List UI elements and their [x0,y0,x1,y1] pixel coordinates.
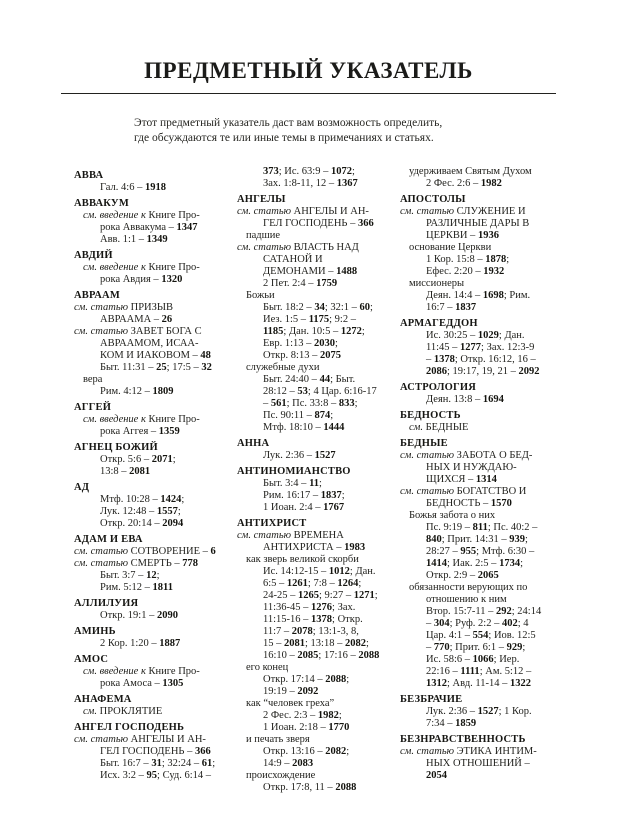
index-entry-line: см. введение к Книге Про- [83,414,200,425]
index-entry-line: см. введение к Книге Про- [83,210,200,221]
index-entry-line: НЫХ И НУЖДАЮ- [426,462,517,473]
index-headword: АНГЕЛ ГОСПОДЕНЬ [74,722,185,733]
index-entry-line: 840; Прит. 14:31 – 939; [426,534,528,545]
index-entry-line: 11:7 – 2078; 13:1-3, 8, [263,626,359,637]
index-entry-line: 28:27 – 955; Мтф. 6:30 – [426,546,535,557]
index-headword: БЕДНЫЕ [400,438,448,449]
index-entry-line: Пс. 90:11 – 874; [263,410,334,421]
index-entry-line: 2 Пет. 2:4 – 1759 [263,278,338,289]
index-entry-line: 1414; Иак. 2:5 – 1734; [426,558,523,569]
index-entry-line: 373; Ис. 63:9 – 1072; [263,166,355,177]
index-entry-line: рока Амоса – 1305 [100,678,184,689]
index-entry-line: 14:9 – 2083 [263,758,314,769]
index-entry-line: ДЕМОНАМИ – 1488 [263,266,358,277]
index-entry-line: Быт. 3:7 – 12; [100,570,160,581]
index-entry-line: 1185; Дан. 10:5 – 1272; [263,326,365,337]
index-entry-line: 13:8 – 2081 [100,466,151,477]
index-headword: АНТИХРИСТ [237,518,307,529]
index-headword: АВДИЙ [74,250,113,261]
index-entry-line: ГЕЛ ГОСПОДЕНЬ – 366 [100,746,211,757]
index-entry-line: Рим. 5:12 – 1811 [100,582,173,593]
index-entry-line: Откр. 17:14 – 2088; [263,674,350,685]
index-entry-line: Авв. 1:1 – 1349 [100,234,168,245]
index-entry-line: 1 Иоан. 2:4 – 1767 [263,502,345,513]
index-entry-line: см. статью ВРЕМЕНА [237,530,344,541]
index-entry-line: 1312; Авд. 11-14 – 1322 [426,678,532,689]
index-entry-line: 1 Иоан. 2:18 – 1770 [263,722,350,733]
index-entry-line: 11:45 – 1277; Зах. 12:3-9 [426,342,535,353]
intro-line-1: Этот предметный указатель даст вам возможность определить, [134,117,443,129]
index-entry-line: Гал. 4:6 – 1918 [100,182,166,193]
index-headword: БЕДНОСТЬ [400,410,461,421]
index-entry-line: Ефес. 2:20 – 1932 [426,266,505,277]
index-entry-line: Мтф. 18:10 – 1444 [263,422,345,433]
index-headword: АСТРОЛОГИЯ [400,382,477,393]
index-entry-line: Пс. 9:19 – 811; Пс. 40:2 – [426,522,538,533]
index-entry-line: Зах. 1:8-11, 12 – 1367 [263,178,358,189]
index-entry-line: Откр. 17:8, 11 – 2088 [263,782,357,793]
index-columns [74,166,607,794]
index-entry-line: 16:10 – 2085; 17:16 – 2088 [263,650,380,661]
index-entry-line: – 304; Руф. 2:2 – 402; 4 [426,618,529,629]
index-headword: АДАМ И ЕВА [74,534,143,545]
index-entry-line: Деян. 14:4 – 1698; Рим. [426,290,531,301]
page-title: ПРЕДМЕТНЫЙ УКАЗАТЕЛЬ [144,58,473,83]
index-headword: АД [74,482,90,493]
index-entry-line: ЦЕРКВИ – 1936 [426,230,499,241]
index-entry-line: Втор. 15:7-11 – 292; 24:14 [426,606,542,617]
index-entry-line: Ис. 30:25 – 1029; Дан. [426,330,525,341]
index-entry-line: 24-25 – 1265; 9:27 – 1271; [263,590,378,601]
index-entry-line: служебные духи [246,362,320,373]
index-headword: АГГЕЙ [74,402,112,413]
index-entry-line: Иез. 1:5 – 1175; 9:2 – [263,314,356,325]
index-headword: АВРААМ [74,290,120,301]
index-entry-line: Лук. 2:36 – 1527; 1 Кор. [426,706,532,717]
index-entry-line: Ис. 58:6 – 1066; Иер. [426,654,520,665]
index-headword: АЛЛИЛУИЯ [74,598,139,609]
index-headword: БЕЗНРАВСТВЕННОСТЬ [400,734,526,745]
index-entry-line: НЫХ ОТНОШЕНИЙ – [426,758,530,769]
index-headword: АМОС [74,654,109,665]
index-headword: АВВАКУМ [74,198,129,209]
index-entry-line: обязанности верующих по [409,582,528,593]
index-entry-line: 15 – 2081; 13:18 – 2082; [263,638,369,649]
index-entry-line: АВРААМОМ, ИСАА- [100,338,199,349]
index-entry-line: происхождение [246,770,316,781]
index-entry-line: Откр. 2:9 – 2065 [426,570,499,581]
index-entry-line: Откр. 8:13 – 2075 [263,350,341,361]
index-entry-line: и печать зверя [246,734,310,745]
index-entry-line: 16:7 – 1837 [426,302,477,313]
index-entry-line: см. введение к Книге Про- [83,262,200,273]
index-entry-line: см. статью СМЕРТЬ – 778 [74,558,199,569]
index-column-2 [237,166,390,794]
index-entry-line: Божья забота о них [409,510,496,521]
index-entry-line: Откр. 13:16 – 2082; [263,746,350,757]
index-entry-line: см. статью ЗАБОТА О БЕД- [400,450,533,461]
index-entry-line: 6:5 – 1261; 7:8 – 1264; [263,578,362,589]
index-entry-line: удерживаем Святым Духом [409,166,532,177]
index-entry-line: Деян. 13:8 – 1694 [426,394,504,405]
index-column-1 [74,166,227,794]
index-headword: АННА [237,438,270,449]
index-entry-line: см. статью БОГАТСТВО И [400,486,527,497]
index-entry-line: Евр. 1:13 – 2030; [263,338,338,349]
index-headword: АВВА [74,170,104,181]
index-entry-line: – 1378; Откр. 16:12, 16 – [426,354,536,365]
index-entry-line: как “человек греха” [246,698,335,709]
index-headword: АПОСТОЛЫ [400,194,466,205]
index-entry-line: Божьи [246,290,275,301]
index-entry-line: Ис. 14:12-15 – 1012; Дан. [263,566,376,577]
index-entry-line: миссионеры [409,278,465,289]
index-entry-line: 2054 [426,770,447,781]
index-entry-line: 19:19 – 2092 [263,686,319,697]
index-entry-line: РАЗЛИЧНЫЕ ДАРЫ В [426,218,530,229]
index-entry-line: см. введение к Книге Про- [83,666,200,677]
index-entry-line: Цар. 4:1 – 554; Иов. 12:5 [426,630,536,641]
index-entry-line: ГЕЛ ГОСПОДЕНЬ – 366 [263,218,374,229]
index-entry-line: см. статью СЛУЖЕНИЕ И [400,206,526,217]
index-entry-line: см. статью АНГЕЛЫ И АН- [237,206,369,217]
index-entry-line: см. статью ПРИЗЫВ [74,302,174,313]
index-entry-line: см. статью ВЛАСТЬ НАД [237,242,359,253]
index-entry-line: Быт. 18:2 – 34; 32:1 – 60; [263,302,373,313]
index-entry-line: Лук. 12:48 – 1557; [100,506,181,517]
index-headword: АНТИНОМИАНСТВО [237,466,351,477]
index-entry-line: 11:15-16 – 1378; Откр. [263,614,363,625]
index-entry-line: см. ПРОКЛЯТИЕ [83,706,163,717]
index-entry-line: Откр. 20:14 – 2094 [100,518,184,529]
index-entry-line: Быт. 11:31 – 25; 17:5 – 32 [100,362,212,373]
index-entry-line: Рим. 4:12 – 1809 [100,386,174,397]
title-rule [61,93,556,94]
index-entry-line: вера [83,374,103,385]
index-entry-line: его конец [246,662,289,673]
index-entry-line: – 561; Пс. 33:8 – 833; [263,398,358,409]
index-entry-line: 11:36-45 – 1276; Зах. [263,602,356,613]
index-entry-line: Лук. 2:36 – 1527 [263,450,336,461]
index-entry-line: см. статью АНГЕЛЫ И АН- [74,734,206,745]
index-entry-line: см. БЕДНЫЕ [409,422,469,433]
index-entry-line: Мтф. 10:28 – 1424; [100,494,185,505]
index-entry-line: падшие [246,230,280,241]
index-entry-line: см. статью ЗАВЕТ БОГА С [74,326,202,337]
index-entry-line: Откр. 5:6 – 2071; [100,454,176,465]
index-entry-line: рока Аввакума – 1347 [100,222,198,233]
index-entry-line: рока Авдия – 1320 [100,274,183,285]
index-entry-line: – 770; Прит. 6:1 – 929; [426,642,526,653]
index-entry-line: 22:16 – 1111; Ам. 5:12 – [426,666,532,677]
index-entry-line: ЩИХСЯ – 1314 [426,474,497,485]
index-entry-line: как зверь великой скорби [246,554,359,565]
index-entry-line: Откр. 19:1 – 2090 [100,610,178,621]
index-entry-line: 28:12 – 53; 4 Цар. 6:16-17 [263,386,377,397]
index-entry-line: основание Церкви [409,242,492,253]
index-entry-line: 7:34 – 1859 [426,718,477,729]
index-entry-line: Исх. 3:2 – 95; Суд. 6:14 – [100,770,212,781]
index-entry-line: КОМ И ИАКОВОМ – 48 [100,350,211,361]
index-entry-line: АВРААМА – 26 [100,314,173,325]
index-headword: АНАФЕМА [74,694,132,705]
index-headword: АМИНЬ [74,626,116,637]
index-entry-line: САТАНОЙ И [263,254,323,265]
index-headword: АНГЕЛЫ [237,194,286,205]
index-entry-line: 1 Кор. 15:8 – 1878; [426,254,510,265]
intro-line-2: где обсуждаются те или иные темы в примечаниях и статьях. [134,131,434,144]
index-headword: АГНЕЦ БОЖИЙ [74,442,158,453]
index-entry-line: 2086; 19:17, 19, 21 – 2092 [426,366,540,377]
index-entry-line: Быт. 24:40 – 44; Быт. [263,374,356,385]
intro-text [134,116,499,145]
index-entry-line: см. статью ЭТИКА ИНТИМ- [400,746,537,757]
index-entry-line: 2 Кор. 1:20 – 1887 [100,638,181,649]
index-entry-line: Быт. 16:7 – 31; 32:24 – 61; [100,758,216,769]
index-entry-line: 2 Фес. 2:3 – 1982; [263,710,342,721]
index-entry-line: АНТИХРИСТА – 1983 [263,542,366,553]
index-entry-line: Рим. 16:17 – 1837; [263,490,345,501]
index-headword: АРМАГЕДДОН [400,318,478,329]
index-entry-line: БЕДНОСТЬ – 1570 [426,498,512,509]
index-entry-line: 2 Фес. 2:6 – 1982 [426,178,502,189]
index-column-3 [400,166,553,794]
index-entry-line: отношению к ним [426,594,507,605]
index-headword: БЕЗБРАЧИЕ [400,694,463,705]
index-entry-line: рока Аггея – 1359 [100,426,180,437]
index-entry-line: см. статью СОТВОРЕНИЕ – 6 [74,546,216,557]
index-entry-line: Быт. 3:4 – 11; [263,478,322,489]
